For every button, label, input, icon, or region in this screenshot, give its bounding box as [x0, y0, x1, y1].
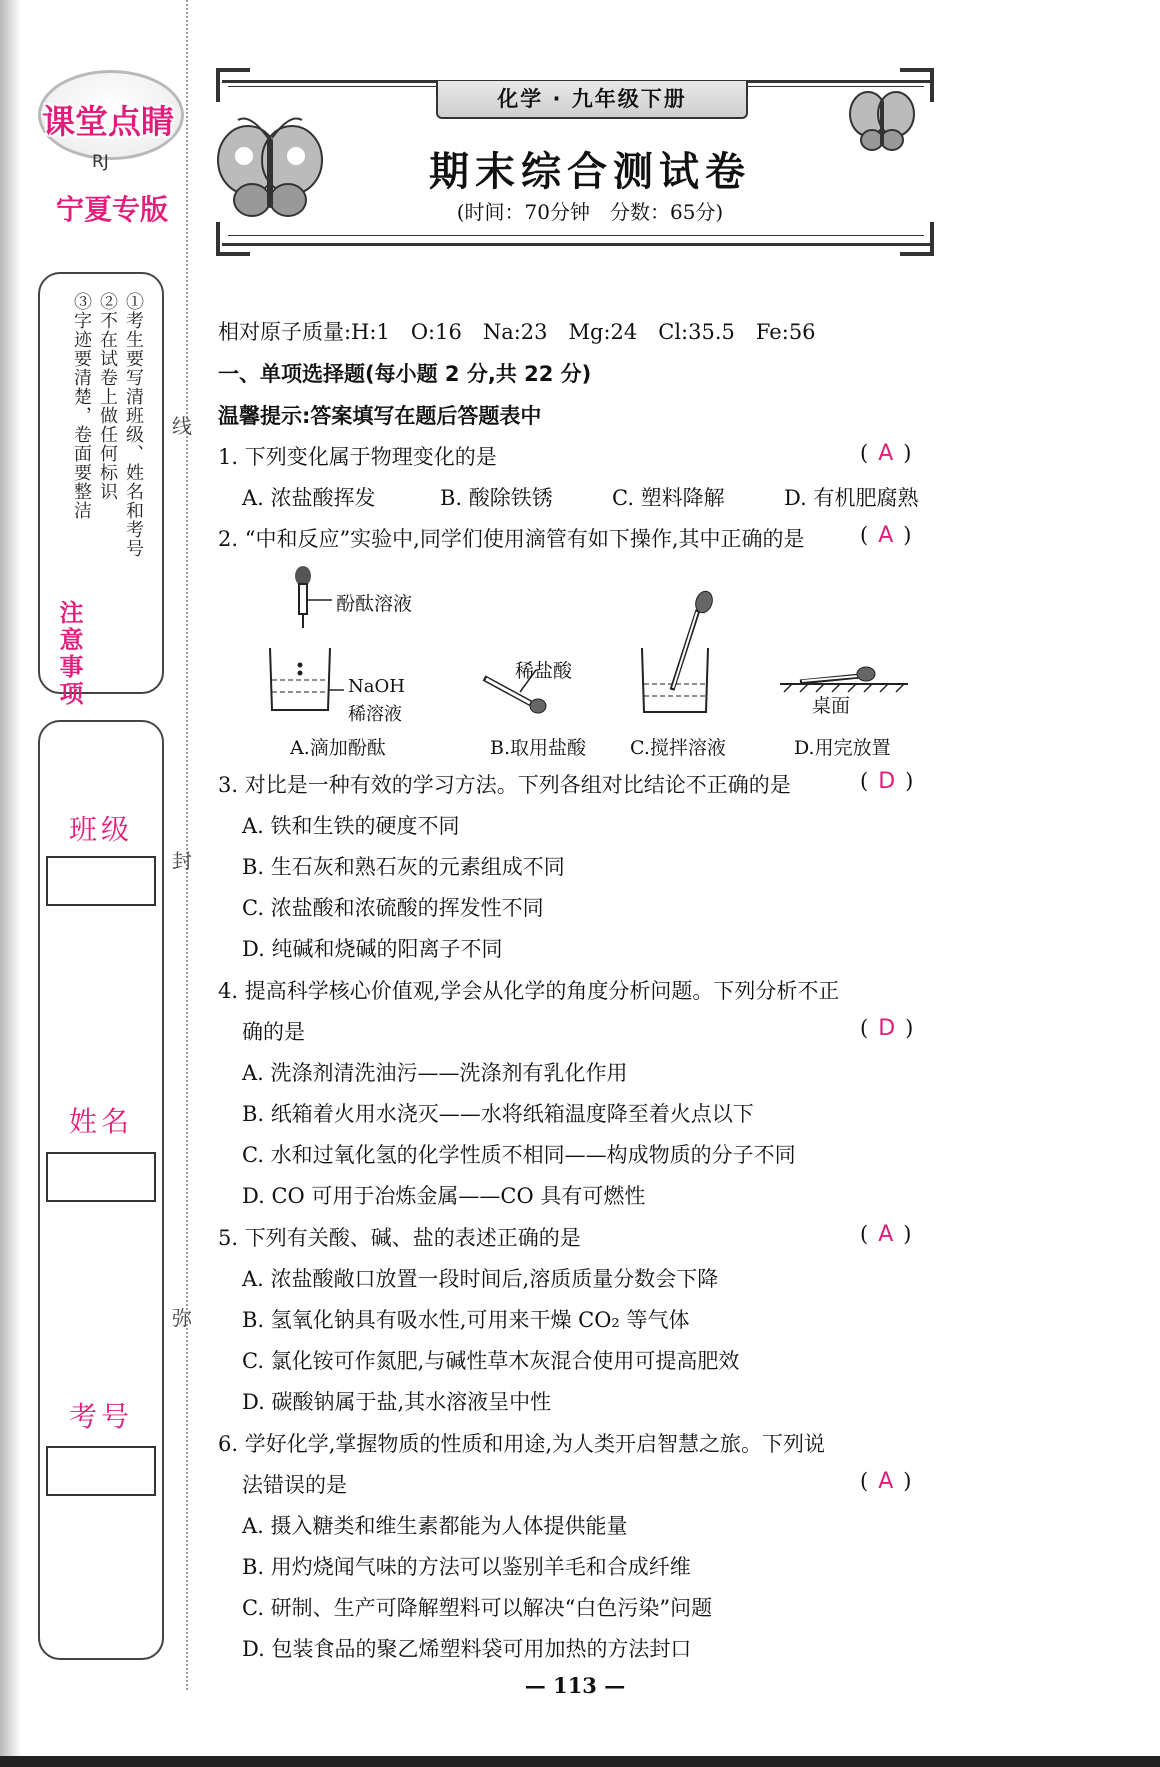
q6-answer: A [878, 1469, 894, 1494]
q4-option-a: A. 洗涤剂清洗油污——洗涤剂有乳化作用 [242, 1061, 628, 1085]
logo-text: 课堂点睛 [42, 102, 174, 141]
dropper-above-beaker [270, 566, 344, 710]
corner-ornament [216, 68, 250, 102]
q1-stem: 1. 下列变化属于物理变化的是 [218, 445, 497, 469]
q6-stem: 6. 学好化学,掌握物质的性质和用途,为人类开启智慧之旅。下列说 [218, 1432, 826, 1456]
subject-tab: 化学 · 九年级下册 [436, 81, 748, 119]
butterfly-left-icon [210, 108, 330, 228]
q1-option-d: D. 有机肥腐熟 [784, 486, 919, 510]
edition-label: RJ [92, 152, 109, 172]
q1-option-b: B. 酸除铁锈 [440, 486, 553, 510]
dropper-on-desk [780, 667, 908, 692]
notes-title: 注意事项 [55, 600, 83, 708]
q5-answer-slot: ( A ) [860, 1222, 912, 1247]
atomic-masses: 相对原子质量:H:1 O:16 Na:23 Mg:24 Cl:35.5 Fe:56 [218, 320, 816, 344]
corner-ornament [900, 222, 934, 256]
label-dilute-hcl: 稀盐酸 [515, 660, 573, 682]
q5-stem: 5. 下列有关酸、碱、盐的表述正确的是 [218, 1226, 581, 1250]
q6-option-c: C. 研制、生产可降解塑料可以解决“白色污染”问题 [242, 1596, 713, 1620]
exam-info: (时间：70分钟 分数：65分) [456, 200, 724, 224]
q6-answer-slot: ( A ) [860, 1469, 912, 1494]
q2-stem: 2. “中和反应”实验中,同学们使用滴管有如下操作,其中正确的是 [218, 527, 805, 551]
q1-answer: A [878, 441, 894, 466]
q1-option-c: C. 塑料降解 [612, 486, 725, 510]
q5-option-b: B. 氢氧化钠具有吸水性,可用来干燥 CO₂ 等气体 [242, 1308, 690, 1332]
q4-option-b: B. 纸箱着火用水浇灭——水将纸箱温度降至着火点以下 [242, 1102, 754, 1126]
q6-stem-cont: 法错误的是 [242, 1473, 347, 1497]
exam-number-label: 考号 [68, 1400, 133, 1433]
q5-option-d: D. 碳酸钠属于盐,其水溶液呈中性 [242, 1390, 552, 1414]
q2-answer: A [878, 523, 894, 548]
class-label: 班级 [68, 813, 133, 846]
note-3: ③字迹要清楚，卷面要整洁 [71, 292, 92, 520]
label-dilute-solution: 稀溶液 [348, 704, 402, 725]
q3-option-b: B. 生石灰和熟石灰的元素组成不同 [242, 855, 565, 879]
page-edge-shadow [0, 0, 22, 1767]
butterfly-right-icon [846, 80, 918, 160]
q4-option-d: D. CO 可用于冶炼金属——CO 具有可燃性 [242, 1184, 646, 1208]
q1-answer-slot: ( A ) [860, 441, 912, 466]
note-2: ②不在试卷上做任何标识 [97, 292, 118, 501]
caption-a: A.滴加酚酞 [290, 737, 386, 759]
q4-answer: D [878, 1016, 896, 1041]
q5-option-c: C. 氯化铵可作氮肥,与碱性草木灰混合使用可提高肥效 [242, 1349, 740, 1373]
q3-answer-slot: ( D ) [860, 769, 914, 794]
seal-mark-line: 线 [172, 414, 192, 438]
q3-option-c: C. 浓盐酸和浓硫酸的挥发性不同 [242, 896, 544, 920]
seal-mark-close: 弥 [172, 1306, 192, 1330]
q3-option-d: D. 纯碱和烧碱的阳离子不同 [242, 937, 503, 961]
name-field[interactable] [46, 1152, 156, 1202]
q4-stem-cont: 确的是 [242, 1020, 305, 1044]
seal-mark-seal: 封 [172, 849, 192, 873]
exam-number-field[interactable] [46, 1446, 156, 1496]
q5-option-a: A. 浓盐酸敞口放置一段时间后,溶质质量分数会下降 [242, 1267, 719, 1291]
q6-option-a: A. 摄入糖类和维生素都能为人体提供能量 [242, 1514, 628, 1538]
q4-answer-slot: ( D ) [860, 1016, 914, 1041]
q6-option-b: B. 用灼烧闻气味的方法可以鉴别羊毛和合成纤维 [242, 1555, 691, 1579]
q2-answer-slot: ( A ) [860, 523, 912, 548]
q6-option-d: D. 包装食品的聚乙烯塑料袋可用加热的方法封口 [242, 1637, 692, 1661]
note-1: ①考生要写清班级、姓名和考号 [123, 292, 144, 558]
q3-answer: D [878, 769, 896, 794]
page-title: 期末综合测试卷 [429, 148, 751, 195]
label-phenolphthalein: 酚酞溶液 [336, 593, 413, 615]
page-number: — 113 — [524, 1673, 626, 1698]
q3-stem: 3. 对比是一种有效的学习方法。下列各组对比结论不正确的是 [218, 773, 791, 797]
q4-option-c: C. 水和过氧化氢的化学性质不相同——构成物质的分子不同 [242, 1143, 796, 1167]
q5-answer: A [878, 1222, 894, 1247]
dropper-stirring [642, 589, 715, 712]
caption-b: B.取用盐酸 [490, 737, 587, 759]
q3-option-a: A. 铁和生铁的硬度不同 [242, 814, 460, 838]
answer-tip: 温馨提示:答案填写在题后答题表中 [218, 404, 542, 428]
label-naoh: NaOH [348, 676, 405, 697]
caption-c: C.搅拌溶液 [630, 737, 726, 759]
name-label: 姓名 [68, 1105, 133, 1138]
label-desk: 桌面 [812, 695, 851, 717]
section-title: 一、单项选择题(每小题 2 分,共 22 分) [218, 362, 592, 386]
q1-option-a: A. 浓盐酸挥发 [242, 486, 376, 510]
class-field[interactable] [46, 856, 156, 906]
caption-d: D.用完放置 [794, 737, 891, 759]
bottom-bar [0, 1756, 1160, 1767]
region-label: 宁夏专版 [55, 193, 168, 226]
q4-stem: 4. 提高科学核心价值观,学会从化学的角度分析问题。下列分析不正 [218, 979, 840, 1003]
